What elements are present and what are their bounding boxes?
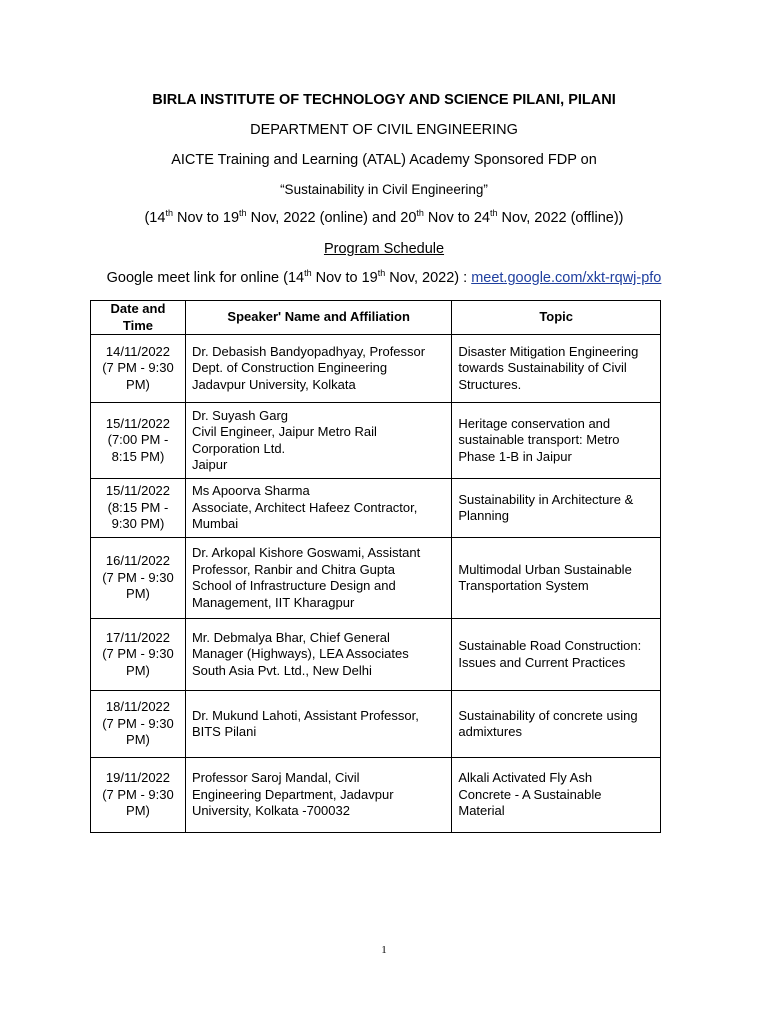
row-speaker: Professor Saroj Mandal, Civil Engineering Department, Jadavpur University, Kolkata -700032 xyxy=(185,758,451,833)
fdp-title: “Sustainability in Civil Engineering” xyxy=(280,182,488,197)
row-speaker: Dr. Arkopal Kishore Goswami, Assistant Professor, Ranbir and Chitra Gupta School of Infrastructure Design and Management, IIT Kharagpur xyxy=(185,538,451,619)
sponsor-line: AICTE Training and Learning (ATAL) Academy Sponsored FDP on xyxy=(171,152,597,168)
row-speaker: Dr. Debasish Bandyopadhyay, Professor Dept. of Construction Engineering Jadavpur University, Kolkata xyxy=(185,335,451,403)
row-speaker: Dr. Suyash Garg Civil Engineer, Jaipur Metro Rail Corporation Ltd. Jaipur xyxy=(185,403,451,479)
table-row xyxy=(91,758,661,833)
table-row xyxy=(91,335,661,403)
row-date: 14/11/2022 (7 PM - 9:30 PM) xyxy=(91,335,186,403)
row-topic: Sustainability of concrete using admixtures xyxy=(452,691,661,758)
header-topic: Topic xyxy=(452,301,661,335)
row-topic: Heritage conservation and sustainable transport: Metro Phase 1-B in Jaipur xyxy=(452,403,661,479)
row-topic: Alkali Activated Fly Ash Concrete - A Sustainable Material xyxy=(452,758,661,833)
row-date: 15/11/2022 (7:00 PM - 8:15 PM) xyxy=(91,403,186,479)
row-date: 18/11/2022 (7 PM - 9:30 PM) xyxy=(91,691,186,758)
row-topic: Sustainable Road Construction: Issues and Current Practices xyxy=(452,619,661,691)
row-speaker: Dr. Mukund Lahoti, Assistant Professor, BITS Pilani xyxy=(185,691,451,758)
row-topic: Disaster Mitigation Engineering towards Sustainability of Civil Structures. xyxy=(452,335,661,403)
page-number: 1 xyxy=(381,944,387,956)
table-row xyxy=(91,403,661,479)
row-speaker: Ms Apoorva Sharma Associate, Architect Hafeez Contractor, Mumbai xyxy=(185,479,451,538)
header-speaker: Speaker' Name and Affiliation xyxy=(185,301,451,335)
table-row xyxy=(91,479,661,538)
row-topic: Sustainability in Architecture & Planning xyxy=(452,479,661,538)
meet-link-line: Google meet link for online (14th Nov to 19th Nov, 2022) : meet.google.com/xkt-rqwj-pfo xyxy=(106,268,662,286)
row-date: 19/11/2022 (7 PM - 9:30 PM) xyxy=(91,758,186,833)
meet-link[interactable]: meet.google.com/xkt-rqwj-pfo xyxy=(471,270,662,286)
institute-name: BIRLA INSTITUTE OF TECHNOLOGY AND SCIENCE PILANI, PILANI xyxy=(152,92,616,108)
row-date: 17/11/2022 (7 PM - 9:30 PM) xyxy=(91,619,186,691)
schedule-table xyxy=(90,300,661,833)
table-row xyxy=(91,619,661,691)
row-topic: Multimodal Urban Sustainable Transportation System xyxy=(452,538,661,619)
row-date: 16/11/2022 (7 PM - 9:30 PM) xyxy=(91,538,186,619)
schedule-heading: Program Schedule xyxy=(323,241,445,257)
header-date: Date and Time xyxy=(91,301,186,335)
row-speaker: Mr. Debmalya Bhar, Chief General Manager (Highways), LEA Associates South Asia Pvt. Ltd., New Delhi xyxy=(185,619,451,691)
table-row xyxy=(91,538,661,619)
row-date: 15/11/2022 (8:15 PM - 9:30 PM) xyxy=(91,479,186,538)
table-header-row xyxy=(91,301,661,335)
table-row xyxy=(91,691,661,758)
program-dates: (14th Nov to 19th Nov, 2022 (online) and 20th Nov to 24th Nov, 2022 (offline)) xyxy=(144,208,624,226)
department-name: DEPARTMENT OF CIVIL ENGINEERING xyxy=(250,122,518,138)
